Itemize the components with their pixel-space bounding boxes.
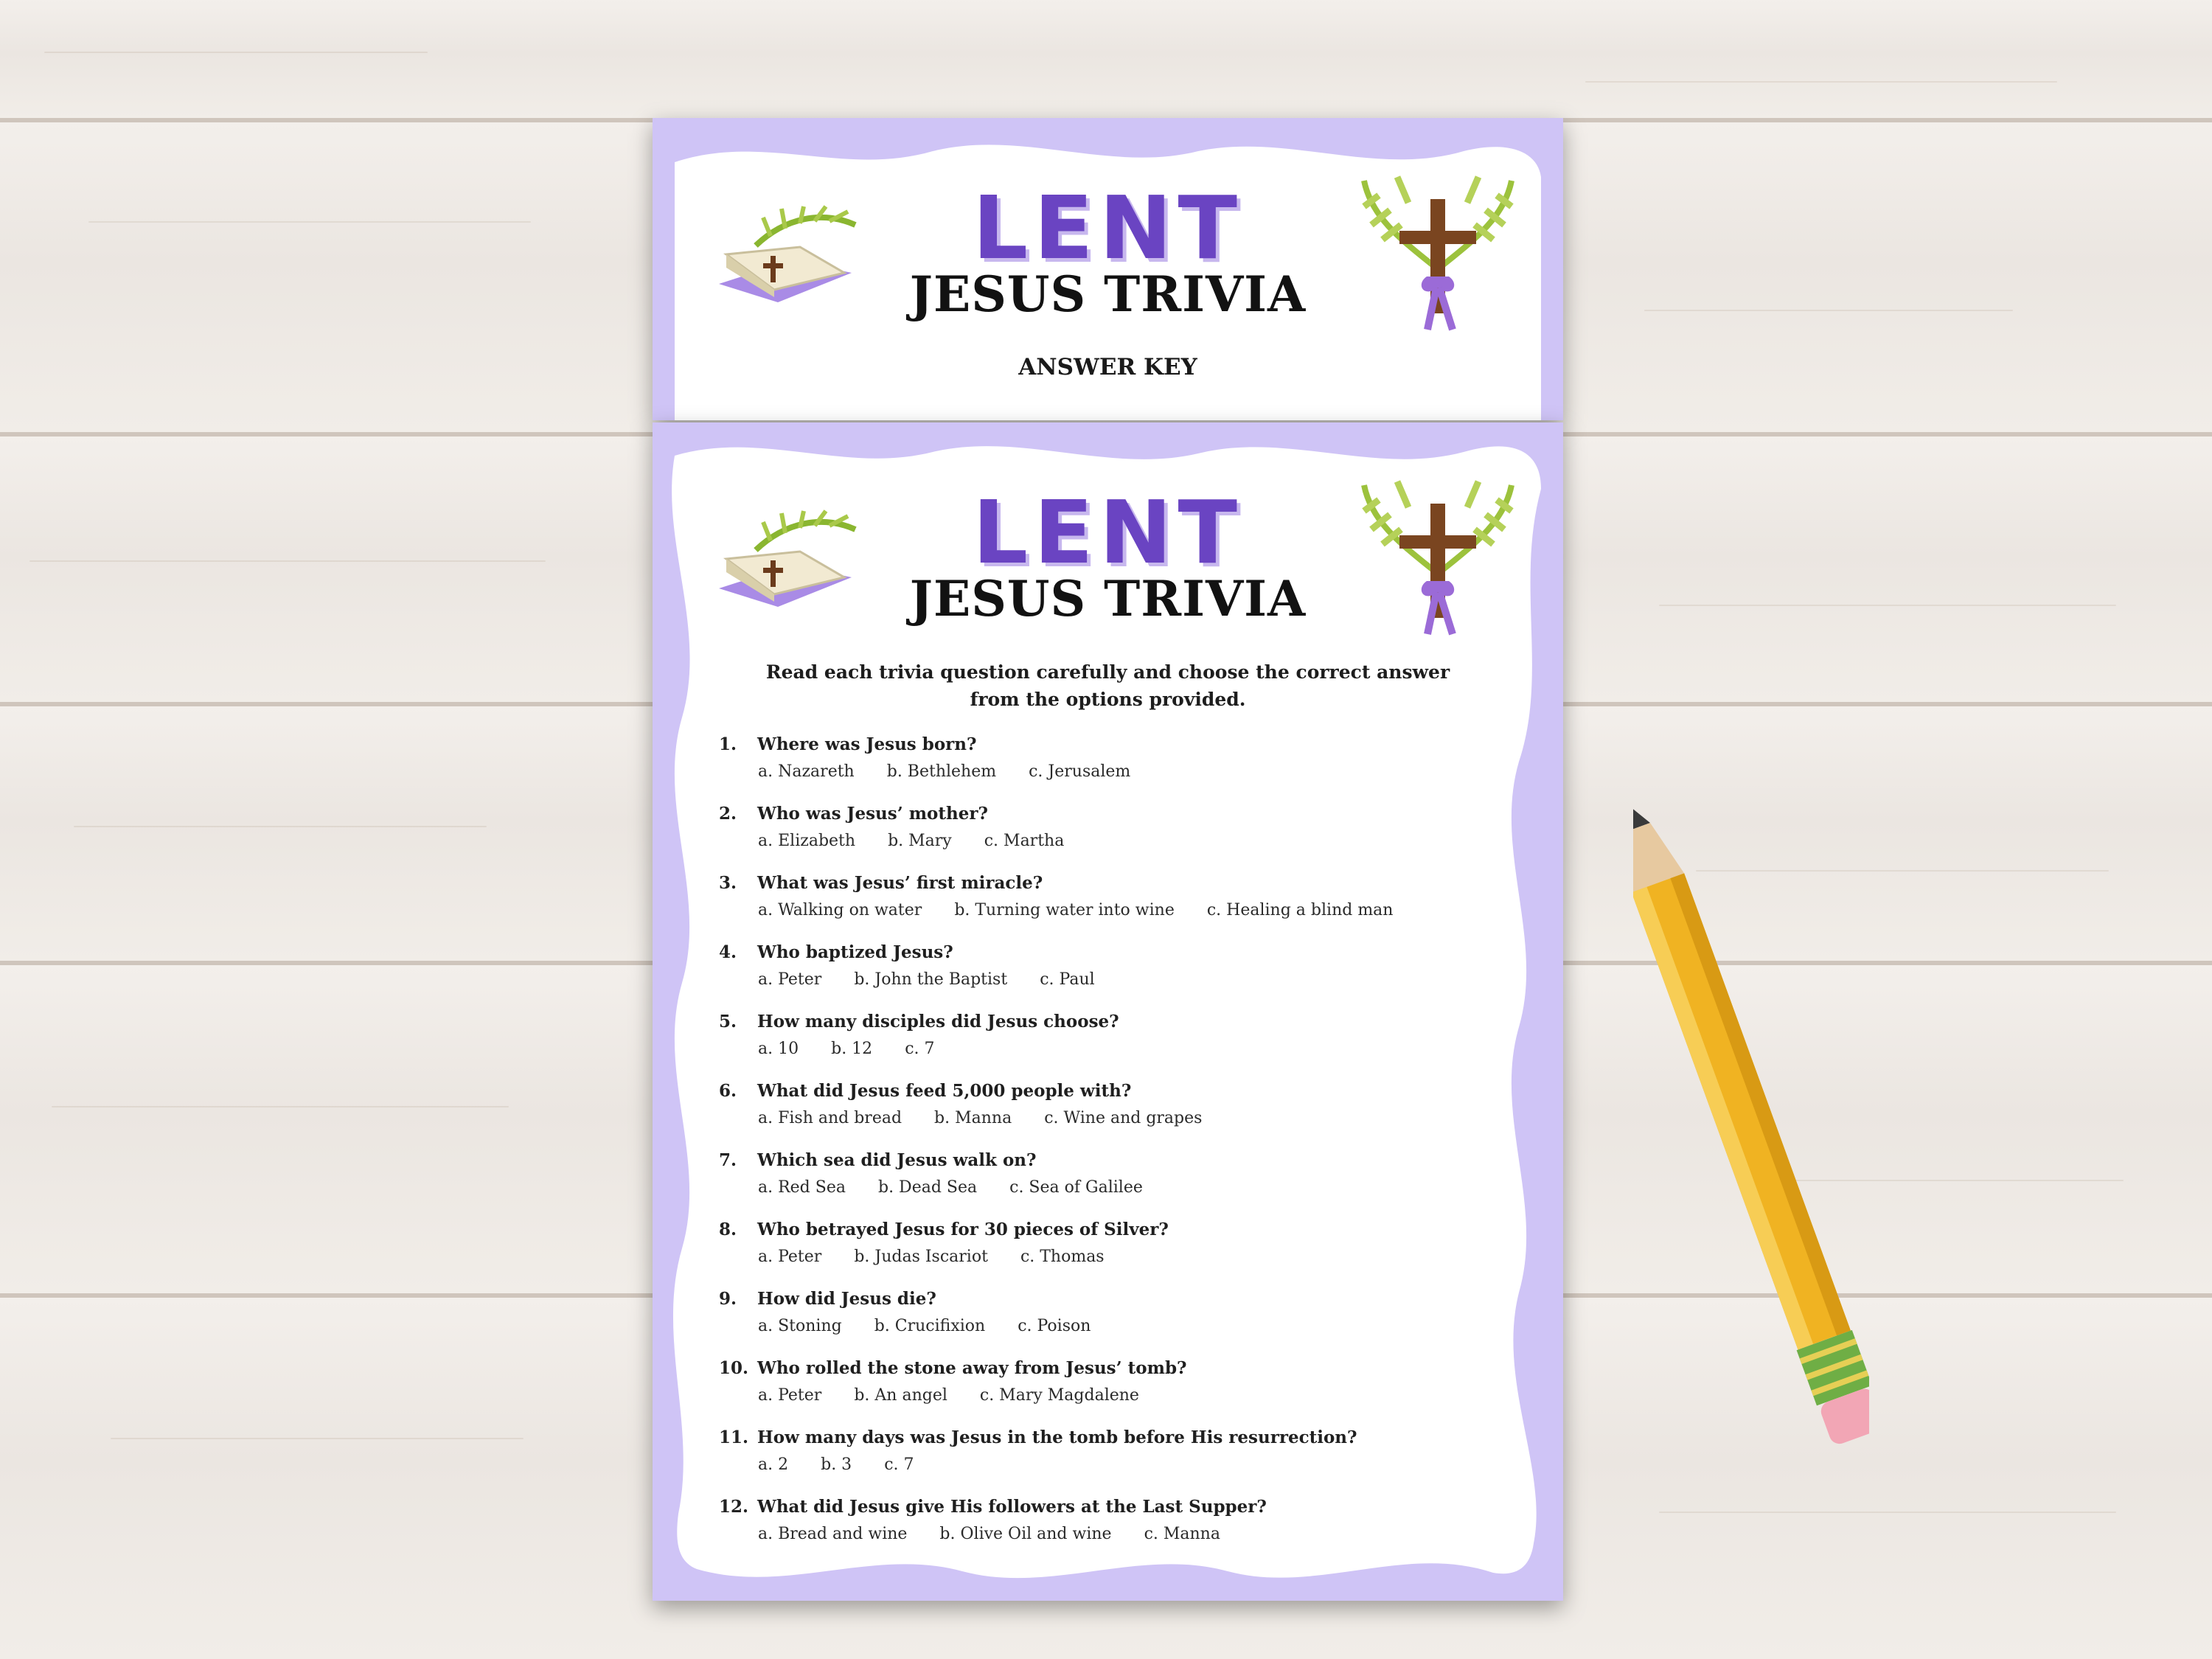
answer-option: b. An angel <box>854 1386 947 1405</box>
question-number: 2. <box>719 804 737 824</box>
pencil <box>1633 785 1869 1496</box>
answer-option: c. Wine and grapes <box>1044 1109 1203 1127</box>
wood-grain <box>1659 1512 2116 1513</box>
answer-option: b. Crucifixion <box>874 1317 986 1335</box>
answer-options <box>758 970 1127 989</box>
answer-option: b. 3 <box>821 1455 852 1474</box>
answer-option: b. Bethlehem <box>886 762 997 781</box>
answer-option: a. Nazareth <box>758 762 855 781</box>
answer-option: b. 12 <box>831 1040 873 1058</box>
answer-option: b. Turning water into wine <box>954 901 1175 919</box>
question-text: What did Jesus feed 5,000 people with? <box>757 1081 1132 1101</box>
instructions-text: Read each trivia question carefully and choose the correct answer from the options provided. <box>765 661 1450 710</box>
answer-options <box>758 1455 947 1474</box>
answer-option: b. Mary <box>888 832 952 850</box>
question-number: 3. <box>719 873 737 893</box>
answer-option: a. Peter <box>758 970 822 989</box>
wood-grain <box>111 1438 524 1439</box>
question-number: 9. <box>719 1289 737 1309</box>
lent-title: LENT <box>972 481 1244 583</box>
answer-option: a. Bread and wine <box>758 1525 908 1543</box>
answer-options <box>758 762 1163 781</box>
wood-grain <box>44 52 428 53</box>
question-number: 4. <box>719 942 737 962</box>
answer-option: a. Elizabeth <box>758 832 856 850</box>
question-number: 7. <box>719 1150 737 1170</box>
wood-grain <box>29 560 546 562</box>
answer-options <box>758 1178 1175 1197</box>
answer-key-sheet <box>653 118 1563 420</box>
answer-key-label: ANSWER KEY <box>1018 354 1197 380</box>
jesus-trivia-subtitle: JESUS TRIVIA <box>909 265 1307 323</box>
answer-option: c. Healing a blind man <box>1206 901 1394 919</box>
lent-title: LENT <box>972 177 1244 279</box>
answer-option: c. Manna <box>1144 1525 1220 1543</box>
answer-option: a. Walking on water <box>758 901 922 919</box>
answer-options <box>758 901 1425 919</box>
trivia-sheet <box>653 422 1563 1601</box>
answer-option: c. 7 <box>905 1040 935 1058</box>
answer-option: a. 2 <box>758 1455 789 1474</box>
answer-option: c. Martha <box>984 832 1065 850</box>
question-number: 11. <box>719 1427 749 1447</box>
question-text: Who rolled the stone away from Jesus’ tomb? <box>757 1358 1187 1378</box>
answer-option: c. Poison <box>1018 1317 1091 1335</box>
wood-grain <box>1585 81 2057 83</box>
answer-options <box>758 832 1096 850</box>
question-text: Which sea did Jesus walk on? <box>757 1150 1037 1170</box>
answer-option: c. Mary Magdalene <box>979 1386 1139 1405</box>
jesus-trivia-subtitle: JESUS TRIVIA <box>909 570 1307 627</box>
question-text: What was Jesus’ first miracle? <box>757 873 1043 893</box>
answer-option: c. Paul <box>1040 970 1095 989</box>
question-text: Who was Jesus’ mother? <box>757 804 988 824</box>
wood-grain <box>1659 605 2116 606</box>
answer-option: c. Sea of Galilee <box>1009 1178 1143 1197</box>
answer-options <box>758 1040 967 1058</box>
question-text: How many days was Jesus in the tomb before His resurrection? <box>757 1427 1357 1447</box>
answer-options <box>758 1317 1123 1335</box>
question-number: 12. <box>719 1497 749 1517</box>
answer-option: a. 10 <box>758 1040 799 1058</box>
answer-options <box>758 1248 1137 1266</box>
answer-option: a. Peter <box>758 1386 822 1405</box>
question-text: How did Jesus die? <box>757 1289 936 1309</box>
question-number: 8. <box>719 1220 737 1239</box>
question-number: 6. <box>719 1081 737 1101</box>
wood-plank <box>0 0 2212 118</box>
question-text: Who baptized Jesus? <box>757 942 953 962</box>
question-text: How many disciples did Jesus choose? <box>757 1012 1119 1032</box>
answer-option: a. Fish and bread <box>758 1109 902 1127</box>
question-number: 10. <box>719 1358 749 1378</box>
wood-grain <box>88 221 531 223</box>
answer-option: b. John the Baptist <box>854 970 1008 989</box>
answer-options <box>758 1109 1234 1127</box>
wood-grain <box>74 826 487 827</box>
answer-option: a. Red Sea <box>758 1178 846 1197</box>
question-text: What did Jesus give His followers at the Last Supper? <box>757 1497 1267 1517</box>
answer-options <box>758 1525 1253 1543</box>
answer-option: c. 7 <box>884 1455 914 1474</box>
question-text: Who betrayed Jesus for 30 pieces of Silver? <box>757 1220 1169 1239</box>
question-text: Where was Jesus born? <box>757 734 977 754</box>
answer-option: b. Dead Sea <box>877 1178 978 1197</box>
wood-grain <box>1644 310 2013 311</box>
answer-option: a. Stoning <box>758 1317 842 1335</box>
answer-option: c. Jerusalem <box>1029 762 1131 781</box>
answer-option: b. Manna <box>934 1109 1012 1127</box>
answer-option: a. Peter <box>758 1248 822 1266</box>
answer-option: b. Olive Oil and wine <box>939 1525 1112 1543</box>
wood-grain <box>52 1106 509 1107</box>
answer-option: b. Judas Iscariot <box>854 1248 988 1266</box>
answer-options <box>758 1386 1172 1405</box>
question-number: 1. <box>719 734 737 754</box>
question-number: 5. <box>719 1012 737 1032</box>
answer-option: c. Thomas <box>1020 1248 1105 1266</box>
